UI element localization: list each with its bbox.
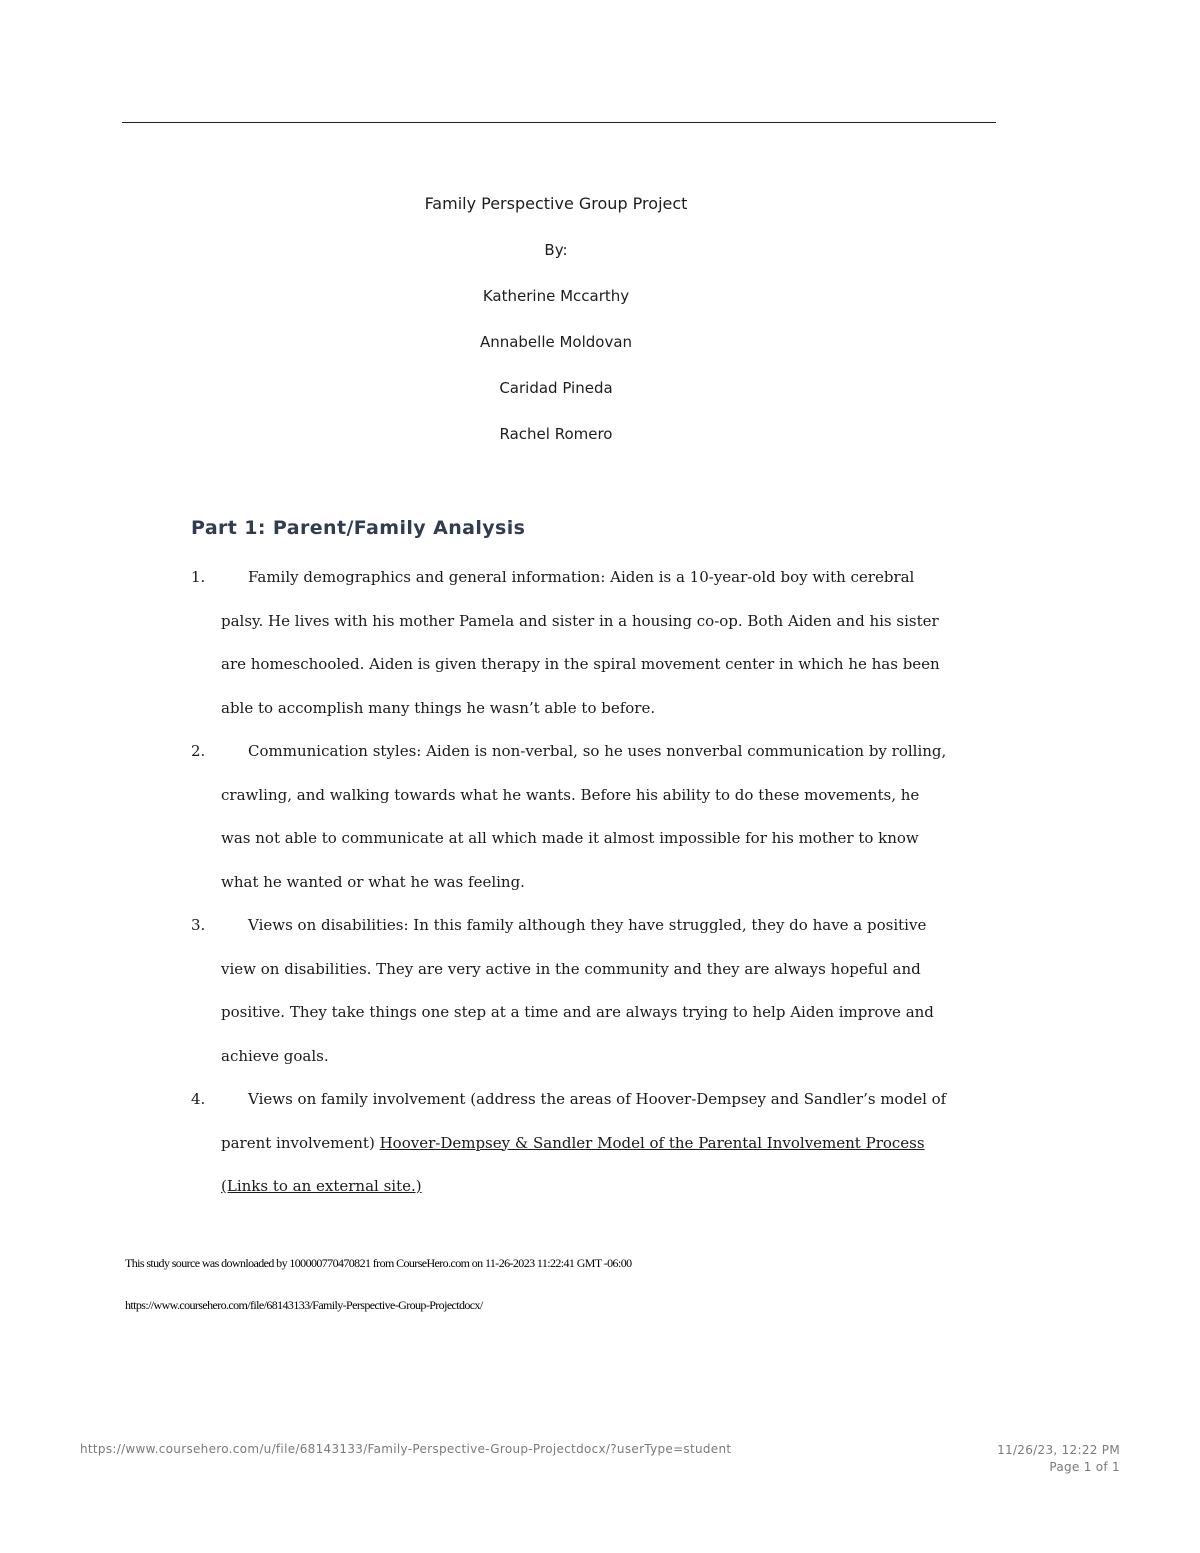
title-block [0, 190, 1112, 466]
external-link[interactable]: Hoover-Dempsey & Sandler Model of the Parental Involvement Process (Links to an external site.) [221, 1133, 925, 1195]
footer-datetime: 11/26/23, 12:22 PM [997, 1443, 1120, 1457]
header-rule [122, 122, 996, 123]
list-item-text-container [221, 1078, 951, 1209]
list-item-text: Views on family involvement (address the areas of Hoover-Dempsey and Sandler’s model of parent involvement) [221, 1090, 947, 1152]
list-item-text: Family demographics and general information: Aiden is a 10-year-old boy with cerebral palsy. He lives with his mother Pamela and sister in a housing co-op. Both Aiden and his sister are homeschooled. Aiden is given therapy in the spiral movement center in which he has been able to accomplish many things he wasn’t able to before. [221, 568, 940, 717]
list-item [191, 730, 951, 904]
list-number: 4. [191, 1090, 206, 1108]
list-item-text: Views on disabilities: In this family although they have struggled, they do have a positive view on disabilities. They are very active in the community and they are always hopeful and positive. They take things one step at a time and are always trying to help Aiden improve and achieve goals. [221, 916, 934, 1065]
footer-page-number: Page 1 of 1 [1049, 1460, 1120, 1474]
numbered-list [191, 556, 951, 1209]
by-label: By: [544, 241, 568, 259]
footer-url: https://www.coursehero.com/u/file/68143133/Family-Perspective-Group-Projectdocx/?userType=student [80, 1442, 732, 1456]
footer-meta [997, 1442, 1120, 1476]
author-name: Annabelle Moldovan [479, 333, 633, 351]
author-name: Caridad Pineda [499, 379, 613, 397]
list-item [191, 556, 951, 730]
section-heading: Part 1: Parent/Family Analysis [191, 517, 526, 539]
list-number: 1. [191, 568, 206, 586]
list-item [191, 904, 951, 1078]
source-url: https://www.coursehero.com/file/68143133/Family-Perspective-Group-Projectdocx/ [125, 1298, 483, 1312]
document-title: Family Perspective Group Project [424, 194, 688, 213]
list-item-text: Communication styles: Aiden is non-verbal, so he uses nonverbal communication by rolling, crawling, and walking towards what he wants. Before his ability to do these movements, he was not able to communicate at all which made it almost impossible for his mother to know what he wanted or what he was feeling. [221, 742, 947, 891]
download-note: This study source was downloaded by 100000770470821 from CourseHero.com on 11-26-2023 11:22:41 GMT -06:00 [125, 1256, 632, 1270]
list-item [191, 1078, 951, 1209]
list-number: 3. [191, 916, 206, 934]
author-name: Katherine Mccarthy [482, 287, 630, 305]
author-name: Rachel Romero [499, 425, 613, 443]
list-number: 2. [191, 742, 206, 760]
